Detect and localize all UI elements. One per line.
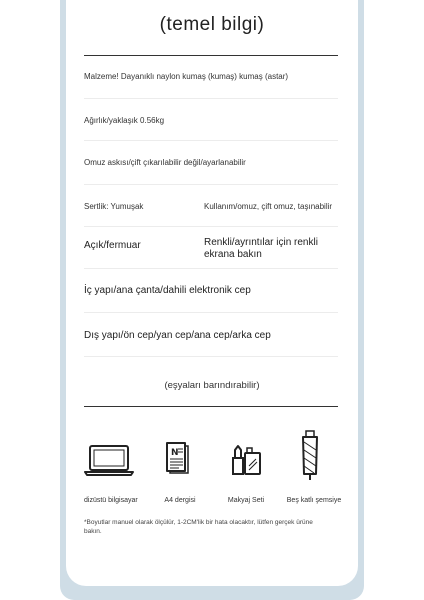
magazine-label: A4 dergisi: [164, 497, 196, 504]
umbrella-label: Beş katlı şemsiye: [286, 497, 342, 504]
row-divider: [84, 226, 338, 227]
row-divider: [84, 184, 338, 185]
svg-text:N: N: [171, 448, 179, 458]
spec-weight: Ağırlık/yaklaşık 0.56kg: [84, 116, 165, 125]
spec-usage: Kullanım/omuz, çift omuz, taşınabilir: [204, 202, 333, 211]
spec-colors: Renkli/ayrıntılar için renkli ekrana bakın: [204, 237, 318, 260]
row-divider: [84, 312, 338, 313]
measurement-note: *Boyutlar manuel olarak ölçülür, 1-2CM'lik bir hata olacaktır, lütfen gerçek ürüne bakın.: [84, 519, 313, 535]
laptop-label: dizüstü bilgisayar: [84, 497, 138, 504]
spec-hardness: Sertlik: Yumuşak: [84, 202, 144, 211]
spec-outer: Dış yapı/ön cep/yan cep/ana cep/arka cep: [84, 330, 271, 341]
magazine-icon: [164, 440, 190, 474]
capacity-title: (eşyaları barındırabilir): [164, 380, 260, 391]
row-divider: [84, 98, 338, 99]
row-divider: [84, 356, 338, 357]
spec-material: Malzeme! Dayanıklı naylon kumaş (kumaş) kumaş (astar): [84, 72, 289, 81]
spec-strap: Omuz askısı/çift çıkarılabilir değil/ayarlanabilir: [84, 158, 246, 167]
umbrella-icon: [298, 430, 322, 482]
spec-opening: Açık/fermuar: [84, 240, 141, 251]
laptop-icon: [84, 444, 134, 476]
title-divider: [84, 55, 338, 56]
makeup-label: Makyaj Seti: [227, 497, 265, 504]
makeup-icon: [230, 442, 264, 476]
spec-inner: İç yapı/ana çanta/dahili elektronik cep: [84, 285, 251, 296]
capacity-divider: [84, 406, 338, 407]
page-title: (temel bilgi): [159, 14, 265, 35]
row-divider: [84, 268, 338, 269]
row-divider: [84, 140, 338, 141]
